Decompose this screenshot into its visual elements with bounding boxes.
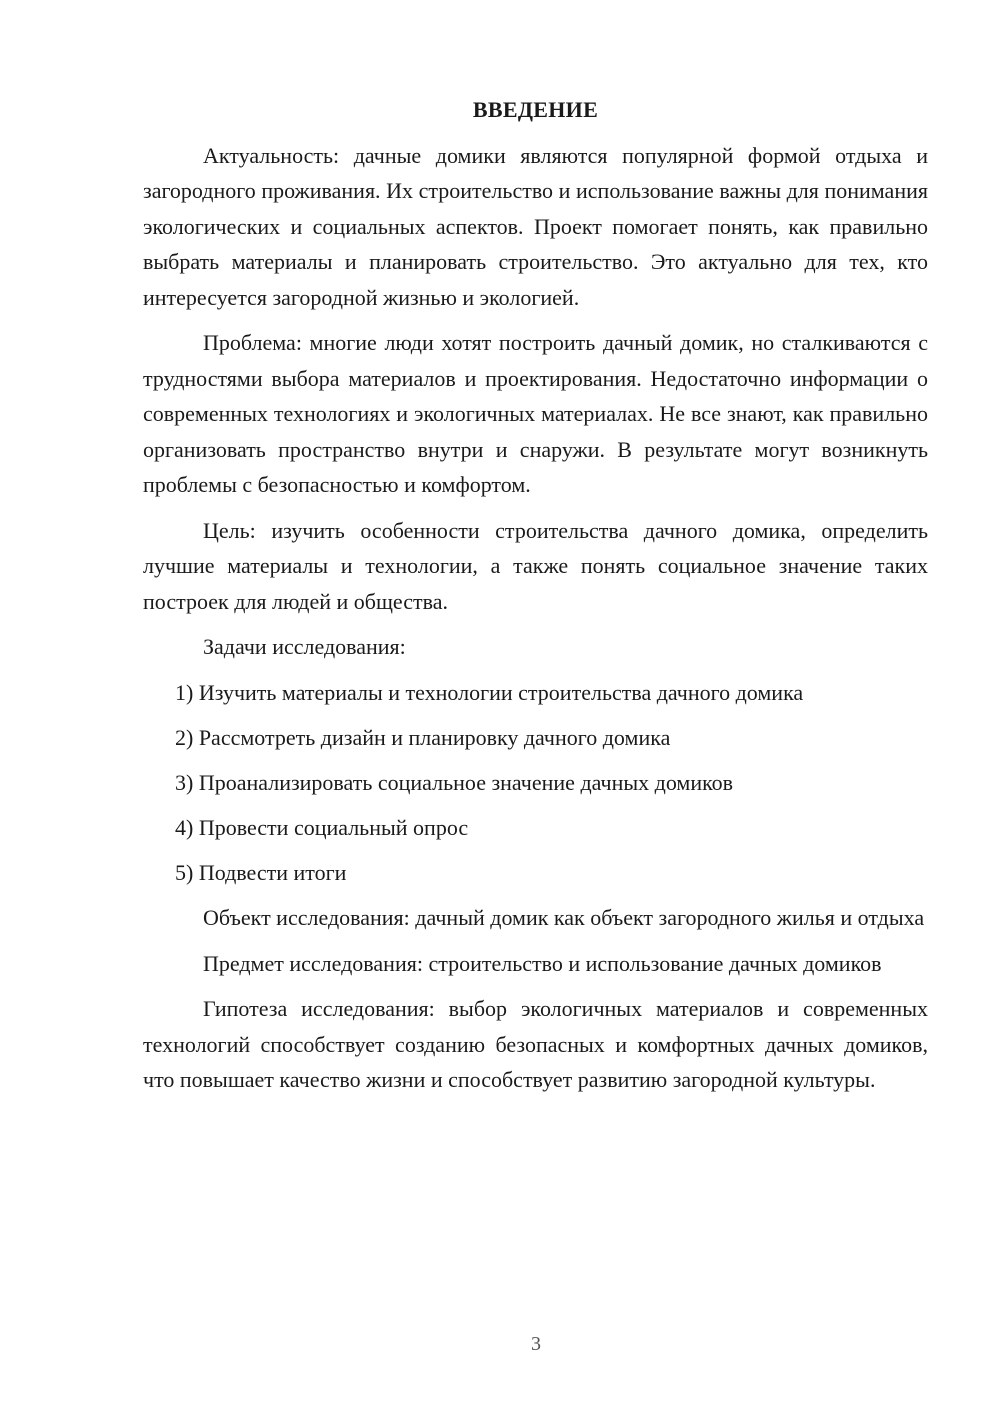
page-number: 3 (531, 1333, 541, 1355)
object-paragraph: Объект исследования: дачный домик как объект загородного жилья и отдыха (203, 905, 925, 931)
goal-paragraph: Цель: изучить особенности строительства дачного домика, определить лучшие материалы и технологии, а также понять социальное значение таких построек для людей и общества. (143, 517, 928, 614)
list-item: 3) Проанализировать социальное значение дачных домиков (175, 769, 734, 795)
hypothesis-paragraph: Гипотеза исследования: выбор экологичных материалов и современных технологий способствует созданию безопасных и комфортных дачных домиков, что повышает качество жизни и способствует развитию загородной культуры. (143, 996, 928, 1093)
task-list (143, 675, 928, 891)
subject-paragraph: Предмет исследования: строительство и использование дачных домиков (203, 950, 882, 976)
problem-paragraph: Проблема: многие люди хотят построить дачный домик, но сталкиваются с трудностями выбора материалов и проектирования. Недостаточно информации о современных технологиях и экологичных материалах. Не все знают, как правильно организовать пространство внутри и снаружи. В результате могут возникнуть проблемы с безопасностью и комфортом. (143, 330, 928, 497)
section-heading: ВВЕДЕНИЕ (472, 97, 599, 122)
list-item: 2) Рассмотреть дизайн и планировку дачного домика (175, 724, 671, 750)
list-item: 4) Провести социальный опрос (175, 814, 469, 840)
relevance-paragraph: Актуальность: дачные домики являются популярной формой отдыха и загородного проживания. Их строительство и использование важны для понимания экологических и социальных аспектов. Проект помогает понять, как правильно выбрать материалы и планировать строительство. Это актуально для тех, кто интересуется загородной жизнью и экологией. (143, 142, 928, 310)
list-item: 5) Подвести итоги (175, 859, 347, 885)
tasks-title: Задачи исследования: (203, 634, 406, 659)
list-item: 1) Изучить материалы и технологии строительства дачного домика (175, 679, 804, 705)
document-page (143, 92, 928, 1108)
